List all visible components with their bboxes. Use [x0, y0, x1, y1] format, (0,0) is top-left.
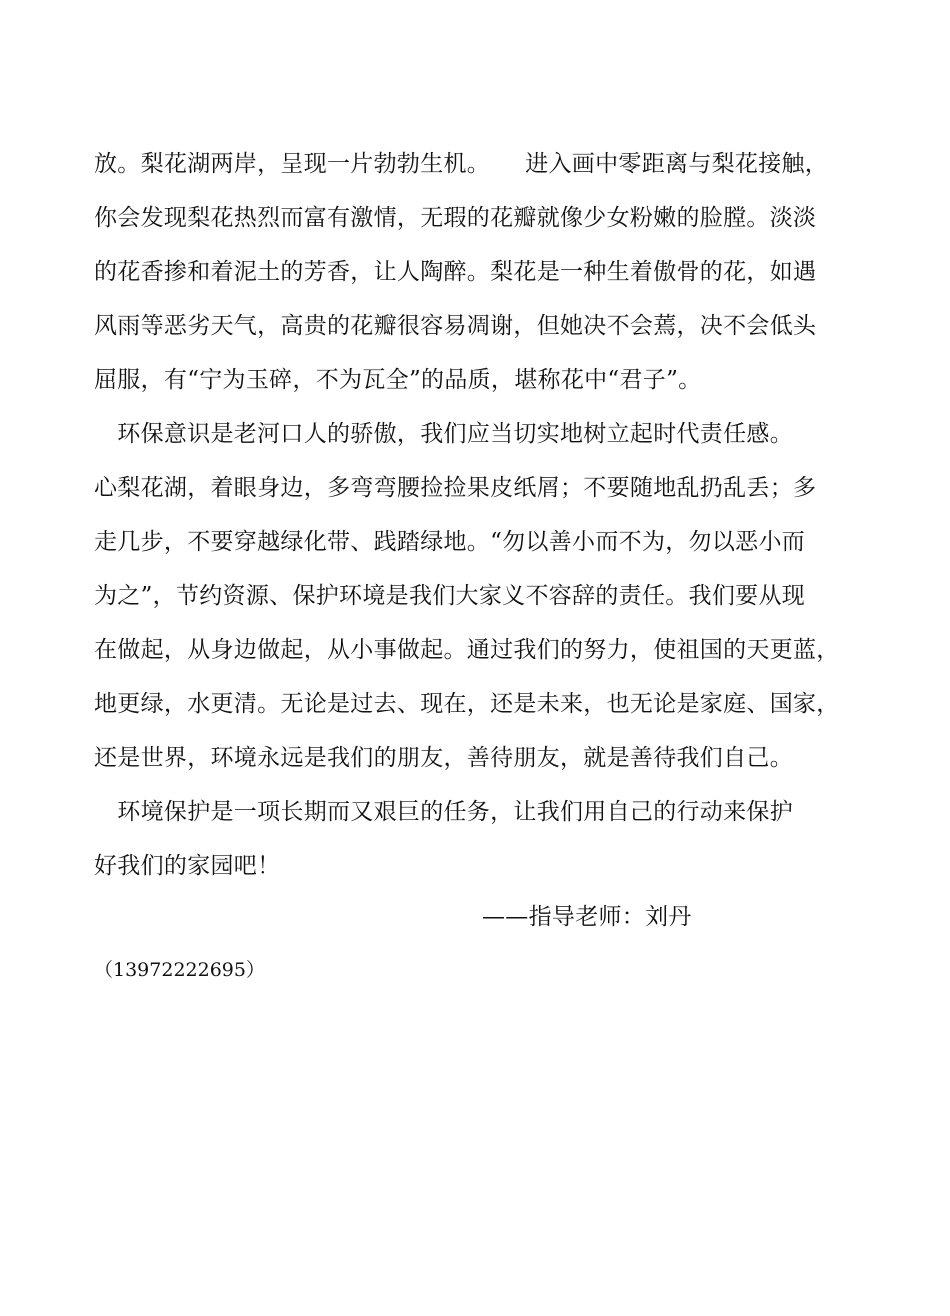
- text-line-9: 为之”，节约资源、保护环境是我们大家义不容辞的责任。我们要从现: [94, 583, 806, 609]
- text-line-4: 风雨等恶劣天气，高贵的花瓣很容易凋谢，但她决不会蔫，决不会低头: [94, 313, 817, 339]
- text-line-10: 在做起，从身边做起，从小事做起。通过我们的努力，使祖国的天更蓝，: [94, 637, 840, 663]
- text-line-1: 放。梨花湖两岸，呈现一片勃勃生机。 进入画中零距离与梨花接触，: [94, 151, 829, 177]
- text-line-8: 走几步，不要穿越绿化带、践踏绿地。“勿以善小而不为，勿以恶小而: [94, 529, 806, 555]
- phone-number: （13972222695）: [94, 959, 265, 981]
- text-line-3: 的花香掺和着泥土的芳香，让人陶醉。梨花是一种生着傲骨的花，如遇: [94, 259, 817, 285]
- text-line-5: 屈服，有“宁为玉碎，不为瓦全”的品质，堪称花中“君子”。: [94, 367, 702, 393]
- signature-line: ——指导老师：刘丹: [482, 904, 692, 930]
- text-line-11: 地更绿，水更清。无论是过去、现在，还是未来，也无论是家庭、国家，: [94, 691, 840, 717]
- text-line-7: 心梨花湖，着眼身边，多弯弯腰捡捡果皮纸屑；不要随地乱扔乱丢；多: [94, 475, 817, 501]
- text-line-14: 好我们的家园吧！: [94, 853, 281, 879]
- text-line-13: 环境保护是一项长期而又艰巨的任务，让我们用自己的行动来保护: [94, 799, 793, 825]
- text-line-6: 环保意识是老河口人的骄傲，我们应当切实地树立起时代责任感。: [94, 421, 793, 447]
- text-line-2: 你会发现梨花热烈而富有激情，无瑕的花瓣就像少女粉嫩的脸膛。淡淡: [94, 205, 817, 231]
- text-line-12: 还是世界，环境永远是我们的朋友，善待朋友，就是善待我们自己。: [94, 745, 793, 771]
